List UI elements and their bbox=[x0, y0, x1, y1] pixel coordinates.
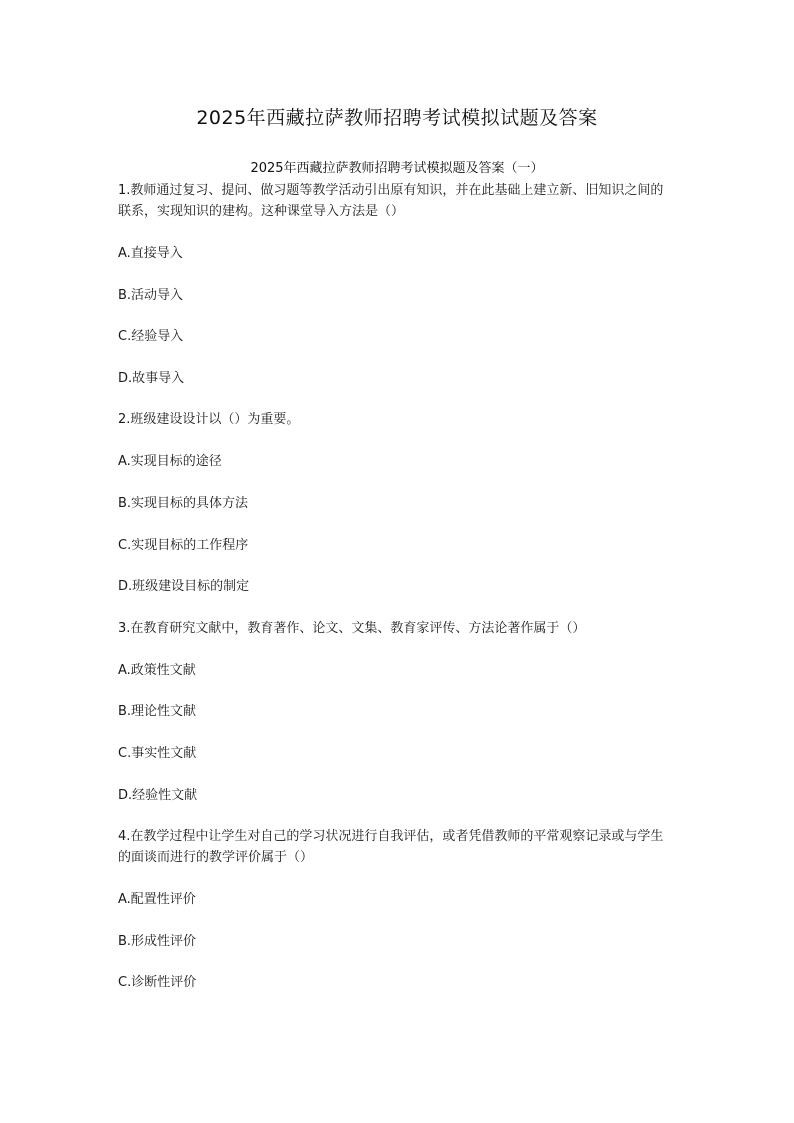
option-a: A.实现目标的途径 bbox=[118, 454, 222, 470]
option-b: B.形成性评价 bbox=[118, 933, 197, 949]
question-block bbox=[118, 409, 674, 597]
option-b: B.实现目标的具体方法 bbox=[118, 495, 249, 511]
question-block bbox=[118, 826, 674, 993]
question-block bbox=[118, 618, 674, 806]
document-subtitle: 2025年西藏拉萨教师招聘考试模拟题及答案（一） bbox=[250, 161, 544, 176]
option-d: D.故事导入 bbox=[118, 370, 185, 386]
option-c: C.经验导入 bbox=[118, 329, 184, 345]
question-text: 1.教师通过复习、提问、做习题等教学活动引出原有知识，并在此基础上建立新、旧知识之间的联系，实现知识的建构。这种课堂导入方法是（） bbox=[118, 183, 664, 219]
option-c: C.事实性文献 bbox=[118, 745, 197, 761]
question-text: 3.在教育研究文献中，教育著作、论文、文集、教育家评传、方法论著作属于（） bbox=[118, 620, 586, 636]
option-a: A.配置性评价 bbox=[118, 892, 196, 908]
option-b: B.理论性文献 bbox=[118, 704, 197, 720]
option-a: A.政策性文献 bbox=[118, 662, 196, 678]
question-block bbox=[118, 180, 674, 389]
question-text: 2.班级建设设计以（）为重要。 bbox=[118, 412, 300, 428]
option-b: B.活动导入 bbox=[118, 287, 184, 303]
question-list bbox=[118, 180, 674, 1014]
option-c: C.诊断性评价 bbox=[118, 975, 197, 991]
option-d: D.经验性文献 bbox=[118, 787, 198, 803]
option-a: A.直接导入 bbox=[118, 246, 183, 261]
document-title: 2025年西藏拉萨教师招聘考试模拟试题及答案 bbox=[196, 107, 598, 129]
option-d: D.班级建设目标的制定 bbox=[118, 579, 250, 595]
option-c: C.实现目标的工作程序 bbox=[118, 537, 249, 553]
question-text: 4.在教学过程中让学生对自己的学习状况进行自我评估，或者凭借教师的平常观察记录或与学生的面谈而进行的教学评价属于（） bbox=[118, 829, 664, 866]
